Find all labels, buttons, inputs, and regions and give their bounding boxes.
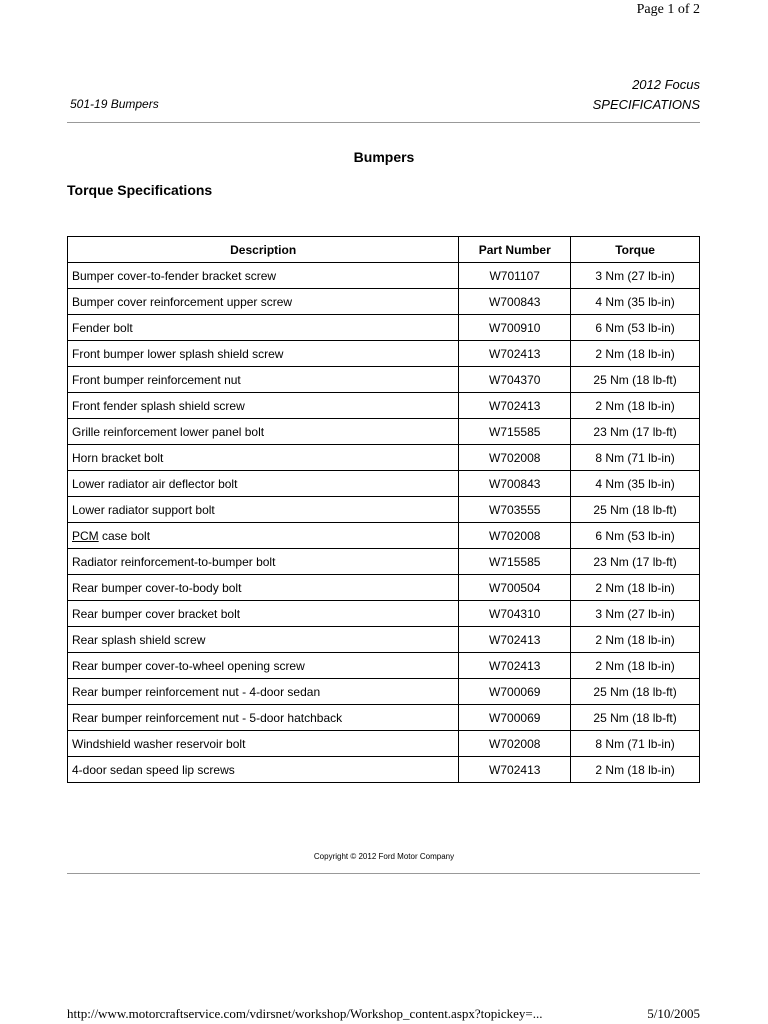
part-number-cell: W700069 — [459, 705, 571, 731]
table-row — [68, 497, 700, 523]
torque-cell: 4 Nm (35 lb-in) — [571, 289, 700, 315]
description-text: case bolt — [98, 528, 151, 543]
column-header-part-number: Part Number — [459, 237, 571, 263]
page-number: Page 1 of 2 — [636, 2, 700, 17]
part-number-cell: W715585 — [459, 549, 571, 575]
torque-cell: 6 Nm (53 lb-in) — [571, 315, 700, 341]
torque-cell: 2 Nm (18 lb-in) — [571, 393, 700, 419]
footer-url[interactable]: http://www.motorcraftservice.com/vdirsnet/workshop/Workshop_content.aspx?topickey=... — [67, 1006, 543, 1021]
footer-divider — [67, 873, 700, 874]
abbreviation-link[interactable]: PCM — [72, 528, 99, 543]
table-row — [68, 367, 700, 393]
description-cell: Rear splash shield screw — [68, 627, 459, 653]
description-cell: Horn bracket bolt — [68, 445, 459, 471]
table-row — [68, 731, 700, 757]
table-row — [68, 575, 700, 601]
model-label: 2012 Focus — [632, 77, 700, 92]
part-number-cell: W700843 — [459, 289, 571, 315]
part-number-cell: W700504 — [459, 575, 571, 601]
description-cell: Windshield washer reservoir bolt — [68, 731, 459, 757]
part-number-cell: W702413 — [459, 757, 571, 783]
part-number-cell: W715585 — [459, 419, 571, 445]
torque-cell: 2 Nm (18 lb-in) — [571, 575, 700, 601]
footer-date: 5/10/2005 — [647, 1006, 700, 1021]
description-cell: Rear bumper cover-to-body bolt — [68, 575, 459, 601]
description-cell: Rear bumper reinforcement nut - 4-door sedan — [68, 679, 459, 705]
description-cell: Lower radiator support bolt — [68, 497, 459, 523]
part-number-cell: W702413 — [459, 653, 571, 679]
column-header-description: Description — [68, 237, 459, 263]
description-cell: Front fender splash shield screw — [68, 393, 459, 419]
part-number-cell: W704370 — [459, 367, 571, 393]
section-type-label: SPECIFICATIONS — [592, 97, 700, 112]
description-cell: Front bumper reinforcement nut — [68, 367, 459, 393]
section-code-label: 501-19 Bumpers — [70, 97, 159, 111]
table-row — [68, 315, 700, 341]
section-subtitle: Torque Specifications — [67, 182, 213, 198]
copyright-notice: Copyright © 2012 Ford Motor Company — [313, 852, 455, 861]
torque-cell: 23 Nm (17 lb-ft) — [571, 549, 700, 575]
part-number-cell: W702008 — [459, 731, 571, 757]
table-row — [68, 757, 700, 783]
torque-cell: 3 Nm (27 lb-in) — [571, 263, 700, 289]
document-header-right — [593, 75, 700, 115]
part-number-cell: W702008 — [459, 445, 571, 471]
table-row — [68, 601, 700, 627]
table-row — [68, 289, 700, 315]
torque-cell: 25 Nm (18 lb-ft) — [571, 679, 700, 705]
table-row — [68, 263, 700, 289]
table-row — [68, 445, 700, 471]
table-body — [68, 263, 700, 783]
torque-cell: 2 Nm (18 lb-in) — [571, 627, 700, 653]
part-number-cell: W701107 — [459, 263, 571, 289]
description-cell: Grille reinforcement lower panel bolt — [68, 419, 459, 445]
description-cell: Bumper cover reinforcement upper screw — [68, 289, 459, 315]
table-row — [68, 679, 700, 705]
part-number-cell: W704310 — [459, 601, 571, 627]
torque-spec-table — [67, 236, 700, 783]
table-row — [68, 705, 700, 731]
torque-cell: 25 Nm (18 lb-ft) — [571, 367, 700, 393]
description-cell: Rear bumper cover-to-wheel opening screw — [68, 653, 459, 679]
torque-cell: 8 Nm (71 lb-in) — [571, 731, 700, 757]
torque-cell: 8 Nm (71 lb-in) — [571, 445, 700, 471]
description-cell: Rear bumper reinforcement nut - 5-door hatchback — [68, 705, 459, 731]
part-number-cell: W700069 — [459, 679, 571, 705]
torque-cell: 3 Nm (27 lb-in) — [571, 601, 700, 627]
torque-cell: 2 Nm (18 lb-in) — [571, 341, 700, 367]
description-cell: Front bumper lower splash shield screw — [68, 341, 459, 367]
page-title: Bumpers — [353, 149, 415, 165]
description-cell: Radiator reinforcement-to-bumper bolt — [68, 549, 459, 575]
torque-cell: 4 Nm (35 lb-in) — [571, 471, 700, 497]
header-divider — [67, 122, 700, 123]
description-cell — [68, 523, 459, 549]
part-number-cell: W702413 — [459, 341, 571, 367]
part-number-cell: W700843 — [459, 471, 571, 497]
table-row — [68, 523, 700, 549]
table-row — [68, 341, 700, 367]
table-row — [68, 627, 700, 653]
table-row — [68, 653, 700, 679]
part-number-cell: W703555 — [459, 497, 571, 523]
torque-cell: 2 Nm (18 lb-in) — [571, 653, 700, 679]
table-row — [68, 549, 700, 575]
description-cell: Bumper cover-to-fender bracket screw — [68, 263, 459, 289]
part-number-cell: W702413 — [459, 393, 571, 419]
table-row — [68, 419, 700, 445]
part-number-cell: W702008 — [459, 523, 571, 549]
description-cell: Lower radiator air deflector bolt — [68, 471, 459, 497]
description-cell: 4-door sedan speed lip screws — [68, 757, 459, 783]
column-header-torque: Torque — [571, 237, 700, 263]
torque-cell: 6 Nm (53 lb-in) — [571, 523, 700, 549]
torque-cell: 25 Nm (18 lb-ft) — [571, 705, 700, 731]
part-number-cell: W700910 — [459, 315, 571, 341]
table-row — [68, 393, 700, 419]
description-cell: Fender bolt — [68, 315, 459, 341]
table-row — [68, 471, 700, 497]
torque-cell: 23 Nm (17 lb-ft) — [571, 419, 700, 445]
description-cell: Rear bumper cover bracket bolt — [68, 601, 459, 627]
torque-cell: 2 Nm (18 lb-in) — [571, 757, 700, 783]
part-number-cell: W702413 — [459, 627, 571, 653]
table-header-row — [68, 237, 700, 263]
torque-cell: 25 Nm (18 lb-ft) — [571, 497, 700, 523]
